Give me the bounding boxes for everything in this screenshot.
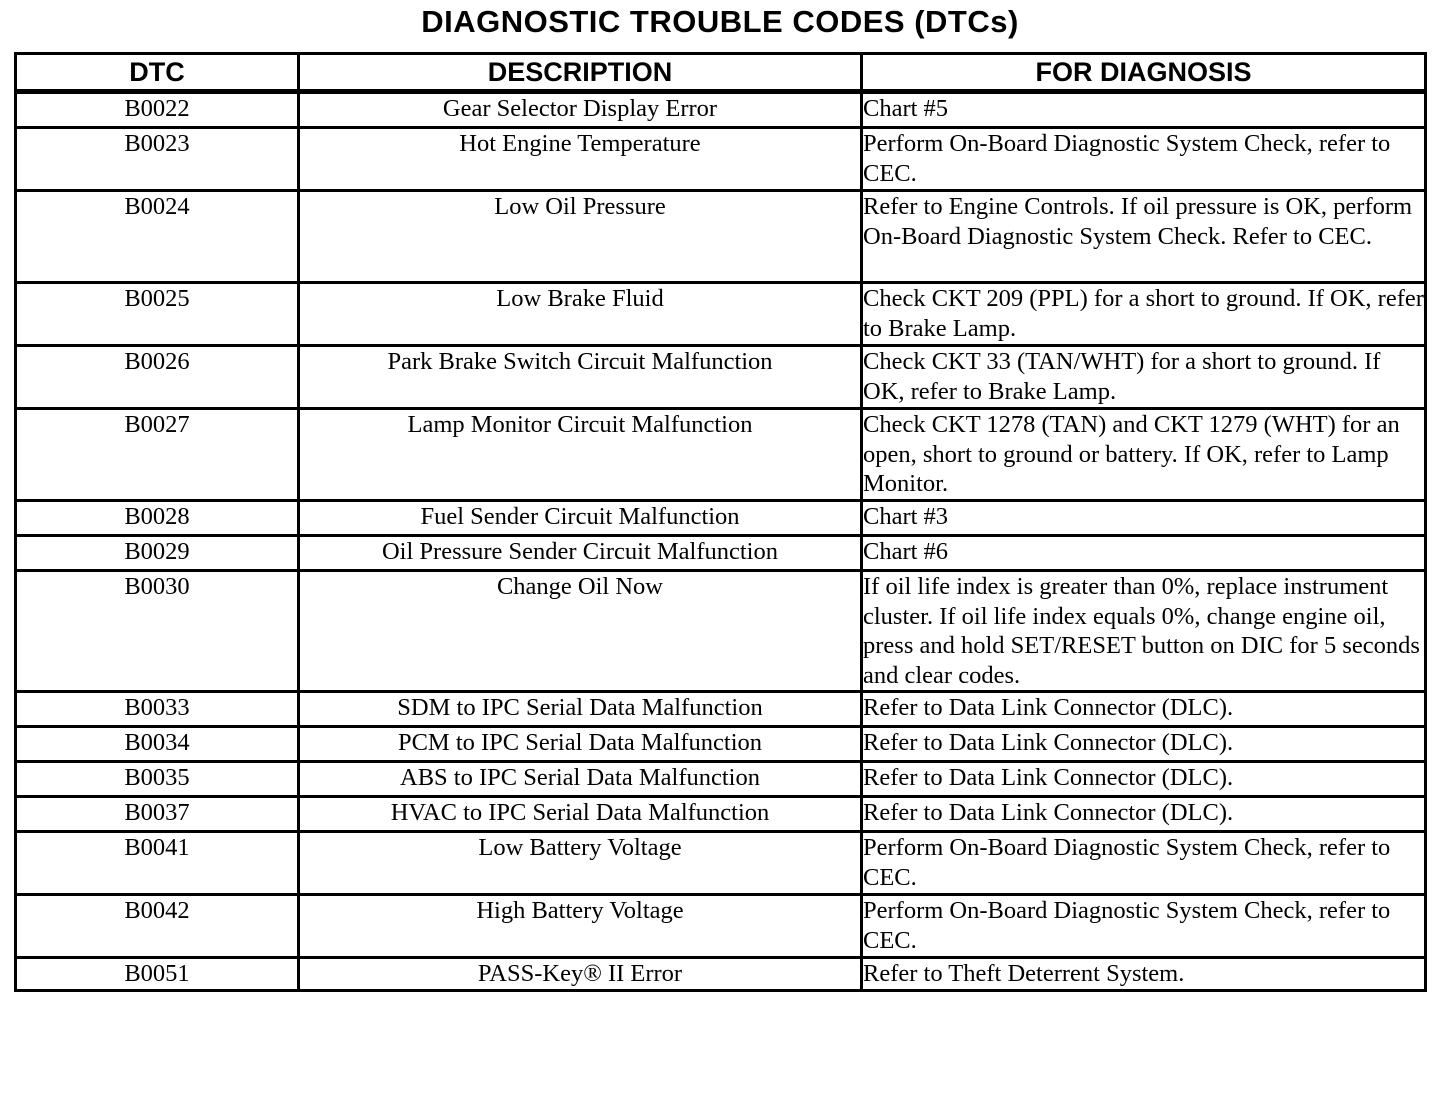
dtc-code-cell: B0027	[16, 409, 299, 501]
description-cell: High Battery Voltage	[299, 895, 862, 958]
description-cell: HVAC to IPC Serial Data Malfunction	[299, 797, 862, 832]
table-header-row	[16, 54, 1426, 92]
dtc-code-cell: B0024	[16, 191, 299, 283]
table-row	[16, 536, 1426, 571]
diagnosis-cell: Refer to Engine Controls. If oil pressure is OK, perform On-Board Diagnostic System Check. Refer to CEC.	[862, 191, 1426, 283]
description-cell: Fuel Sender Circuit Malfunction	[299, 501, 862, 536]
diagnosis-cell: Chart #5	[862, 92, 1426, 128]
description-cell: Oil Pressure Sender Circuit Malfunction	[299, 536, 862, 571]
diagnosis-cell: Perform On-Board Diagnostic System Check, refer to CEC.	[862, 895, 1426, 958]
diagnosis-cell: Refer to Data Link Connector (DLC).	[862, 797, 1426, 832]
diagnosis-cell: Perform On-Board Diagnostic System Check, refer to CEC.	[862, 128, 1426, 191]
table-row	[16, 727, 1426, 762]
dtc-table	[14, 52, 1427, 992]
table-row	[16, 128, 1426, 191]
column-header-for-diagnosis: FOR DIAGNOSIS	[862, 54, 1426, 92]
column-header-dtc: DTC	[16, 54, 299, 92]
table-row	[16, 895, 1426, 958]
dtc-code-cell: B0023	[16, 128, 299, 191]
diagnosis-cell: Chart #3	[862, 501, 1426, 536]
dtc-code-cell: B0030	[16, 571, 299, 692]
description-cell: PASS-Key® II Error	[299, 958, 862, 991]
table-row	[16, 571, 1426, 692]
table-row	[16, 191, 1426, 283]
table-row	[16, 92, 1426, 128]
table-row	[16, 501, 1426, 536]
description-cell: Low Brake Fluid	[299, 283, 862, 346]
table-row	[16, 832, 1426, 895]
dtc-code-cell: B0022	[16, 92, 299, 128]
column-header-description: DESCRIPTION	[299, 54, 862, 92]
diagnosis-cell: Perform On-Board Diagnostic System Check, refer to CEC.	[862, 832, 1426, 895]
diagnosis-cell: Chart #6	[862, 536, 1426, 571]
diagnosis-cell: Refer to Data Link Connector (DLC).	[862, 727, 1426, 762]
dtc-code-cell: B0034	[16, 727, 299, 762]
dtc-code-cell: B0041	[16, 832, 299, 895]
dtc-code-cell: B0025	[16, 283, 299, 346]
description-cell: Gear Selector Display Error	[299, 92, 862, 128]
description-cell: Low Oil Pressure	[299, 191, 862, 283]
description-cell: PCM to IPC Serial Data Malfunction	[299, 727, 862, 762]
description-cell: Hot Engine Temperature	[299, 128, 862, 191]
table-row	[16, 692, 1426, 727]
table-row	[16, 797, 1426, 832]
description-cell: SDM to IPC Serial Data Malfunction	[299, 692, 862, 727]
dtc-code-cell: B0028	[16, 501, 299, 536]
page-title: DIAGNOSTIC TROUBLE CODES (DTCs)	[421, 4, 1019, 39]
description-cell: Low Battery Voltage	[299, 832, 862, 895]
diagnosis-cell: Check CKT 209 (PPL) for a short to ground. If OK, refer to Brake Lamp.	[862, 283, 1426, 346]
description-cell: ABS to IPC Serial Data Malfunction	[299, 762, 862, 797]
dtc-code-cell: B0033	[16, 692, 299, 727]
diagnosis-cell: Check CKT 33 (TAN/WHT) for a short to ground. If OK, refer to Brake Lamp.	[862, 346, 1426, 409]
diagnosis-cell: If oil life index is greater than 0%, replace instrument cluster. If oil life index equals 0%, change engine oil, press and hold SET/RESET button on DIC for 5 seconds and clear codes.	[862, 571, 1426, 692]
diagnosis-cell: Refer to Data Link Connector (DLC).	[862, 762, 1426, 797]
dtc-code-cell: B0035	[16, 762, 299, 797]
dtc-code-cell: B0026	[16, 346, 299, 409]
diagnosis-cell: Refer to Theft Deterrent System.	[862, 958, 1426, 991]
dtc-code-cell: B0042	[16, 895, 299, 958]
table-row	[16, 762, 1426, 797]
table-row	[16, 958, 1426, 991]
description-cell: Park Brake Switch Circuit Malfunction	[299, 346, 862, 409]
dtc-code-cell: B0051	[16, 958, 299, 991]
dtc-code-cell: B0029	[16, 536, 299, 571]
table-row	[16, 409, 1426, 501]
dtc-code-cell: B0037	[16, 797, 299, 832]
diagnosis-cell: Check CKT 1278 (TAN) and CKT 1279 (WHT) for an open, short to ground or battery. If OK, refer to Lamp Monitor.	[862, 409, 1426, 501]
description-cell: Change Oil Now	[299, 571, 862, 692]
table-row	[16, 283, 1426, 346]
table-row	[16, 346, 1426, 409]
description-cell: Lamp Monitor Circuit Malfunction	[299, 409, 862, 501]
diagnosis-cell: Refer to Data Link Connector (DLC).	[862, 692, 1426, 727]
